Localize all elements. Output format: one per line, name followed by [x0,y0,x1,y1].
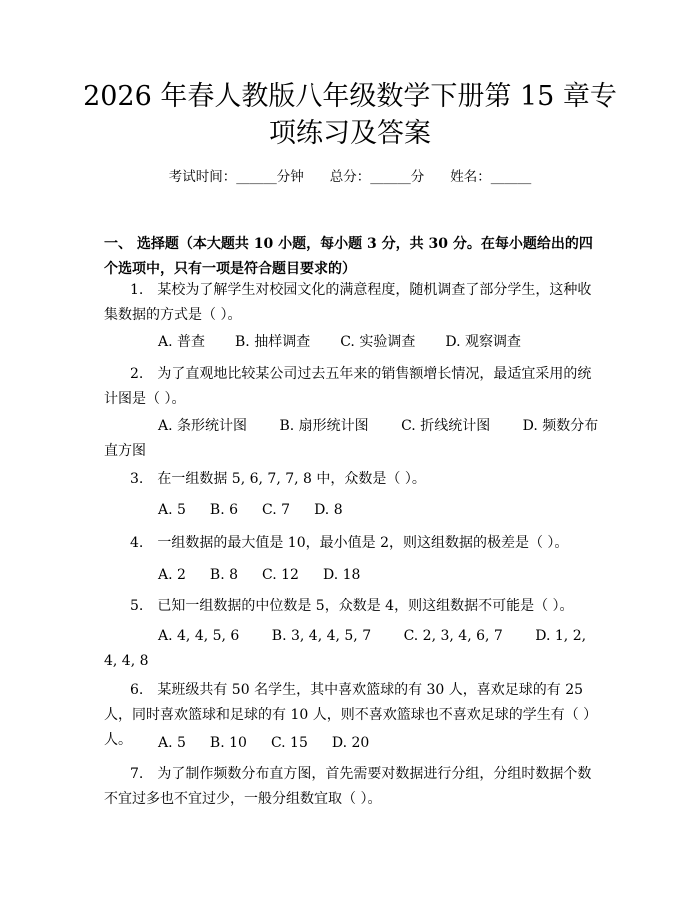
question-number: 7. [130,766,144,782]
question-7 [104,762,602,812]
question-3 [104,467,602,492]
question-5-options [104,624,602,674]
question-1 [104,278,602,328]
question-4 [104,531,602,556]
option-a: A. 5 [158,735,186,751]
question-number: 6. [130,682,144,698]
question-2-options [104,414,602,464]
option-c: C. 7 [262,502,291,518]
question-stem: 某班级共有 50 名学生，其中喜欢篮球的有 30 人，喜欢足球的有 25 人，同时喜欢篮球和足球的有 10 人，则不喜欢篮球也不喜欢足球的学生有（ ）人。 [104,682,598,748]
question-5-options-text: A. 4, 4, 5, 6 B. 3, 4, 4, 5, 7 C. 2, 3, 4, 6, 7 D. 1, 2, 4, 4, 8 [104,628,587,669]
question-stem: 已知一组数据的中位数是 5，众数是 4，则这组数据不可能是（ ）。 [157,598,574,614]
question-stem: 为了直观地比较某公司过去五年来的销售额增长情况，最适宜采用的统计图是（ ）。 [104,366,592,407]
exam-score: 总分：______分 [329,169,425,185]
title-line-1: 2026 年春人教版八年级数学下册第 15 章专 [83,81,617,112]
question-number: 2. [130,366,144,382]
option-a: A. 2 [158,567,186,583]
question-number: 4. [130,535,144,551]
option-c: C. 实验调查 [340,334,416,350]
option-b: B. 10 [209,735,247,751]
option-a: A. 普查 [158,334,206,350]
option-c: C. 12 [262,567,299,583]
question-5 [104,594,602,619]
question-stem: 一组数据的最大值是 10，最小值是 2，则这组数据的极差是（ ）。 [157,535,569,551]
option-d: D. 18 [322,567,361,583]
question-4-options [158,563,598,588]
section-heading: 一、 选择题（本大题共 10 小题，每小题 3 分，共 30 分。在每小题给出的四个选项中，只有一项是符合题目要求的） [104,236,593,277]
option-b: B. 6 [209,502,239,518]
option-b: B. 抽样调查 [235,334,311,350]
question-stem: 为了制作频数分布直方图，首先需要对数据进行分组，分组时数据个数不宜过多也不宜过少，一般分组数宜取（ ）。 [104,766,592,807]
option-d: D. 8 [314,502,343,518]
option-c: C. 15 [270,735,308,751]
question-3-options [158,498,598,523]
question-stem: 某校为了解学生对校园文化的满意程度，随机调查了部分学生，这种收集数据的方式是（ ）。 [104,282,592,323]
option-d: D. 观察调查 [445,334,521,350]
exam-name: 姓名：______ [450,169,532,185]
exam-time: 考试时间：______分钟 [168,169,304,185]
question-number: 5. [130,598,144,614]
question-stem: 在一组数据 5, 6, 7, 7, 8 中，众数是（ ）。 [157,471,426,487]
question-1-options [158,330,598,355]
document-title [60,78,640,152]
exam-info [0,167,700,187]
question-2 [104,362,602,412]
option-d: D. 20 [331,735,370,751]
title-line-2: 项练习及答案 [269,118,431,149]
question-number: 1. [130,282,144,298]
question-2-options-text: A. 条形统计图 B. 扇形统计图 C. 折线统计图 D. 频数分布直方图 [104,418,599,459]
option-b: B. 8 [209,567,239,583]
option-a: A. 5 [158,502,186,518]
question-number: 3. [130,471,144,487]
question-6-options [158,731,598,756]
